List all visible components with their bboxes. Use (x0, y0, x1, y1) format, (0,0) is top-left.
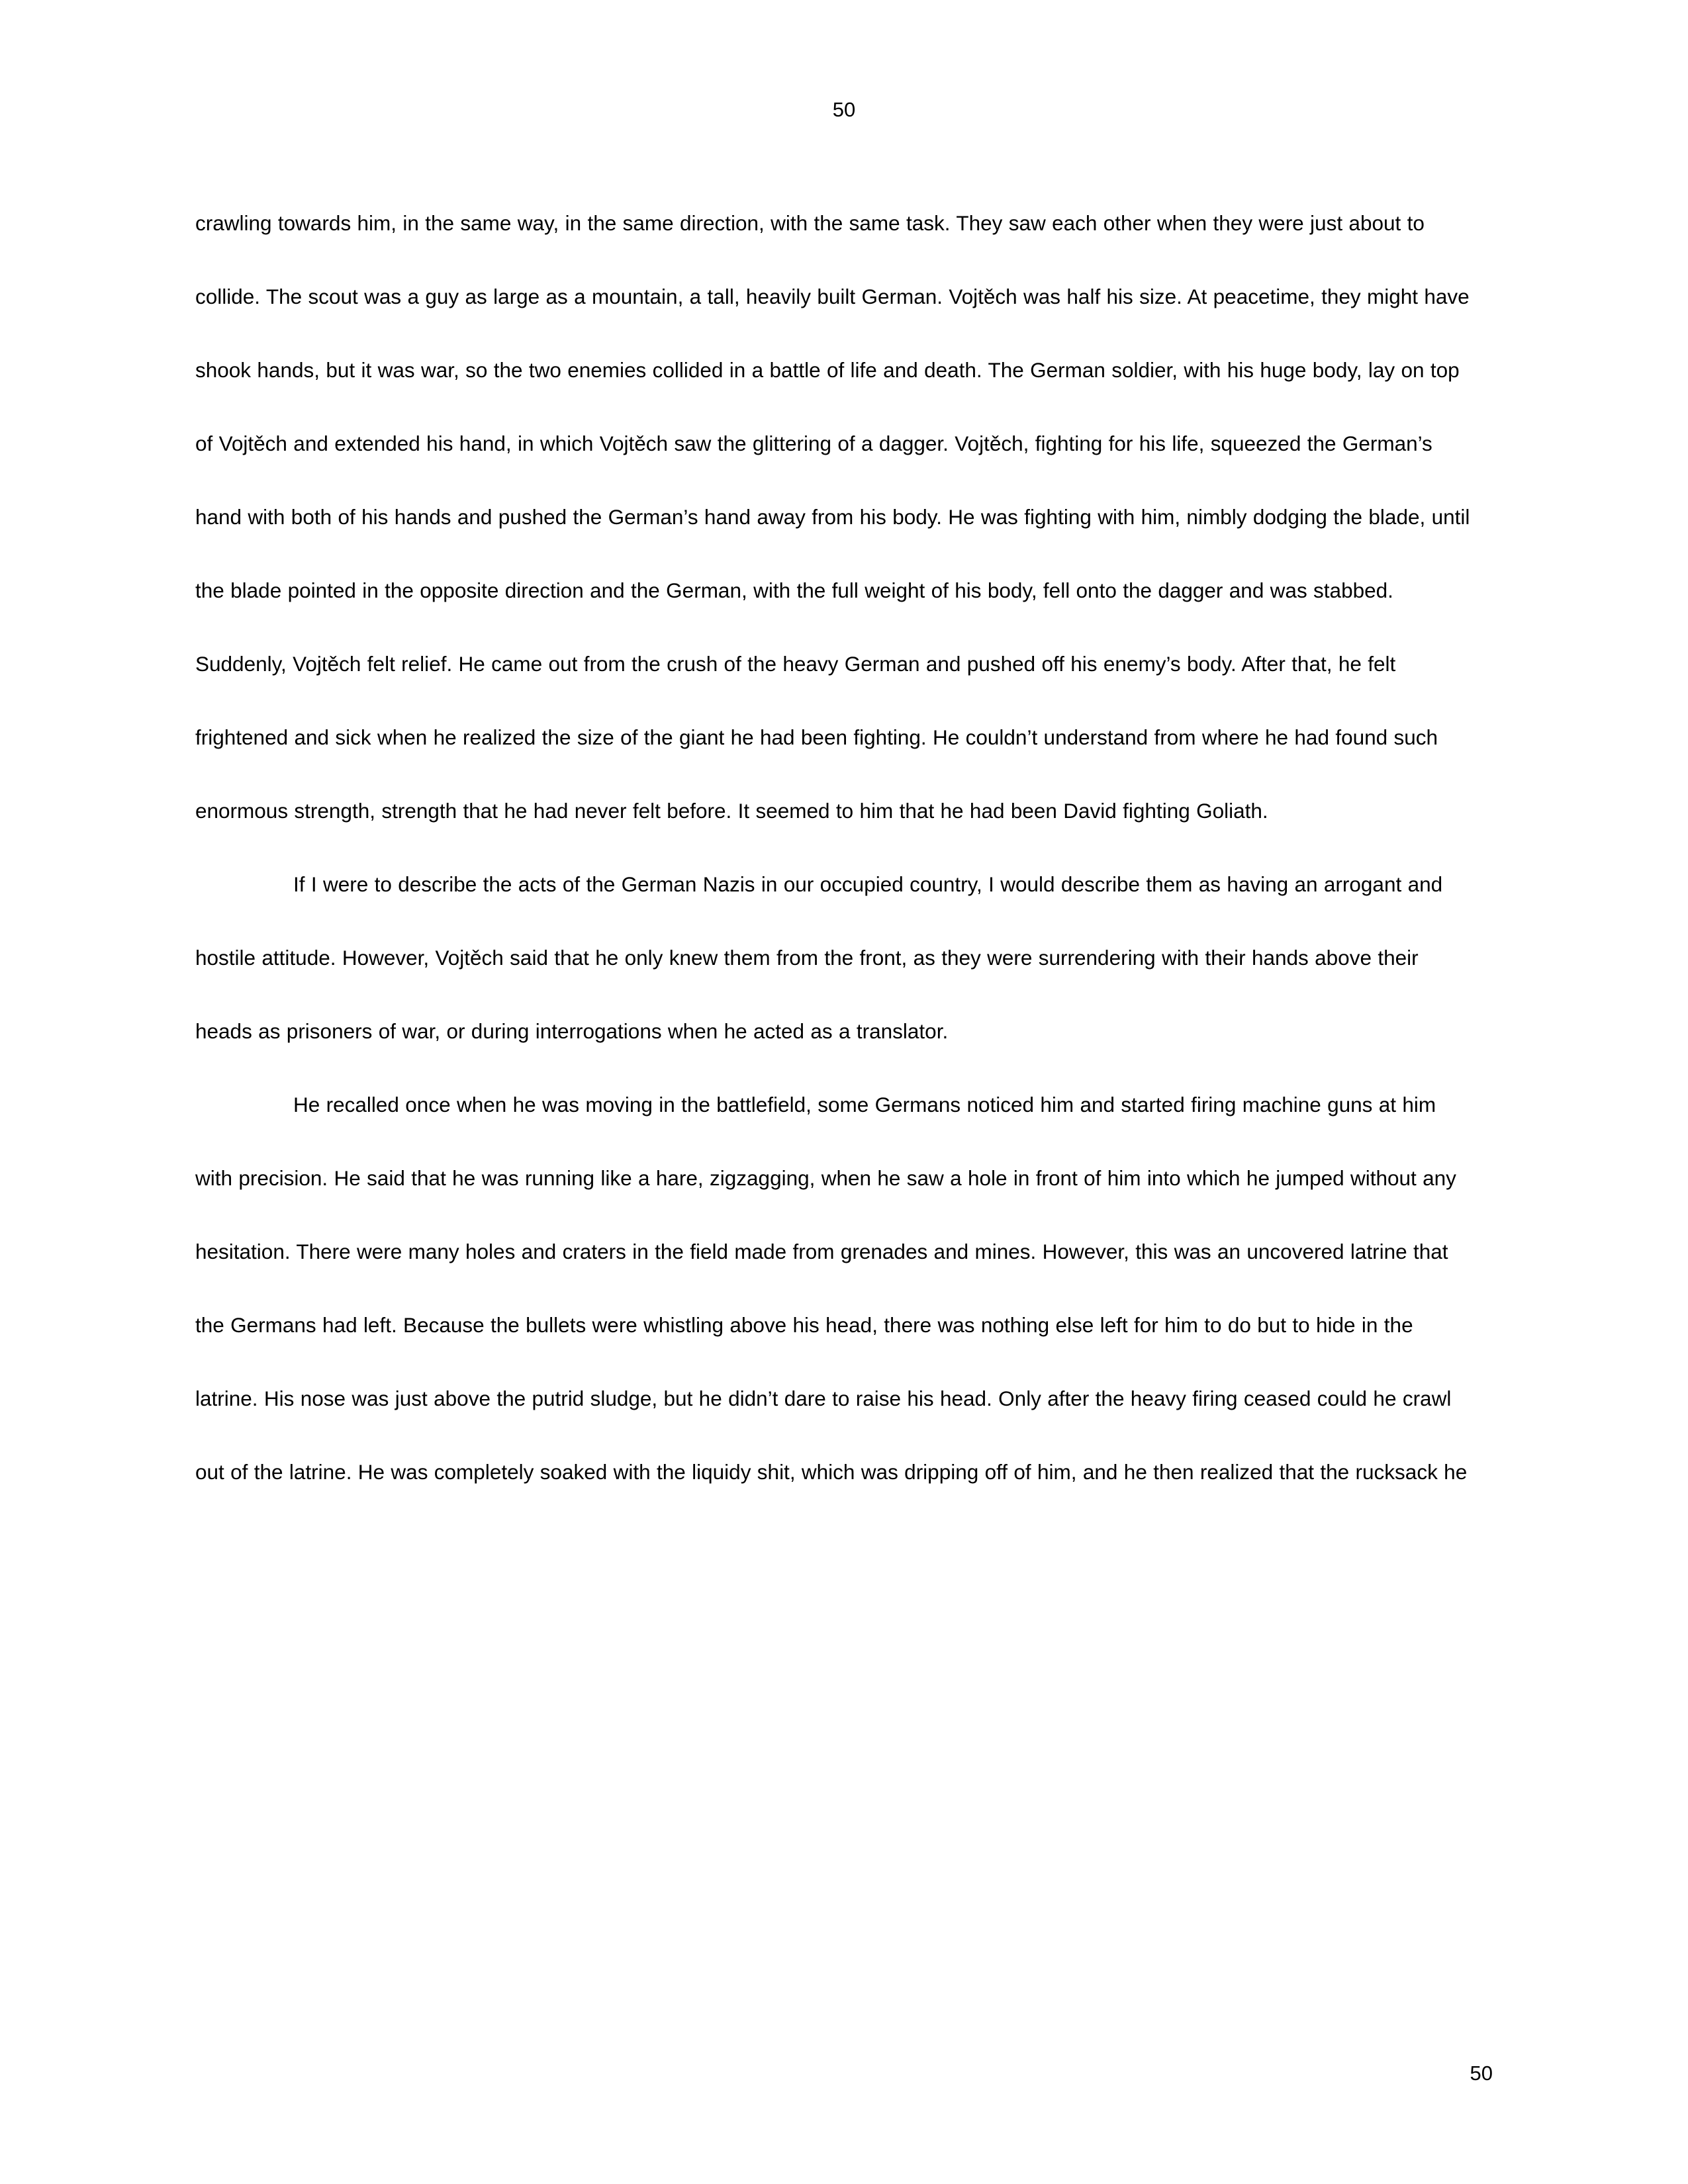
paragraph: If I were to describe the acts of the German Nazis in our occupied country, I would describe them as having an arrogant and hostile attitude. However, Vojtěch said that he only knew them from the front, as they were surrendering with their hands above their heads as prisoners of war, or during interrogations when he acted as a translator. (195, 872, 1443, 1043)
page-footer-number: 50 (1470, 2062, 1493, 2085)
paragraph: He recalled once when he was moving in the battlefield, some Germans noticed him and started firing machine guns at him with precision. He said that he was running like a hare, zigzagging, when he saw a hole in front of him into which he jumped without any hesitation. There were many holes and craters in the field made from grenades and mines. However, this was an uncovered latrine that the Germans had left. Because the bullets were whistling above his head, there was nothing else left for him to do but to hide in the latrine. His nose was just above the putrid sludge, but he didn’t dare to raise his head. Only after the heavy firing ceased could he crawl out of the latrine. He was completely soaked with the liquidy shit, which was dripping off of him, and he then realized that the rucksack he (195, 1093, 1468, 1484)
page-header-number: 50 (832, 98, 856, 121)
paragraph: crawling towards him, in the same way, in the same direction, with the same task. They saw each other when they were just about to collide. The scout was a guy as large as a mountain, a tall, heavily built German. Vojtěch was half his size. At peacetime, they might have shook hands, but it was war, so the two enemies collided in a battle of life and death. The German soldier, with his huge body, lay on top of Vojtěch and extended his hand, in which Vojtěch saw the glittering of a dagger. Vojtěch, fighting for his life, squeezed the German’s hand with both of his hands and pushed the German’s hand away from his body. He was fighting with him, nimbly dodging the blade, until the blade pointed in the opposite direction and the German, with the full weight of his body, fell onto the dagger and was stabbed. Suddenly, Vojtěch felt relief. He came out from the crush of the heavy German and pushed off his enemy’s body. After that, he felt frightened and sick when he realized the size of the giant he had been fighting. He couldn’t understand from where he had found such enormous strength, strength that he had never felt before. It seemed to him that he had been David fighting Goliath. (195, 211, 1470, 823)
page-body-text (195, 187, 1473, 1509)
